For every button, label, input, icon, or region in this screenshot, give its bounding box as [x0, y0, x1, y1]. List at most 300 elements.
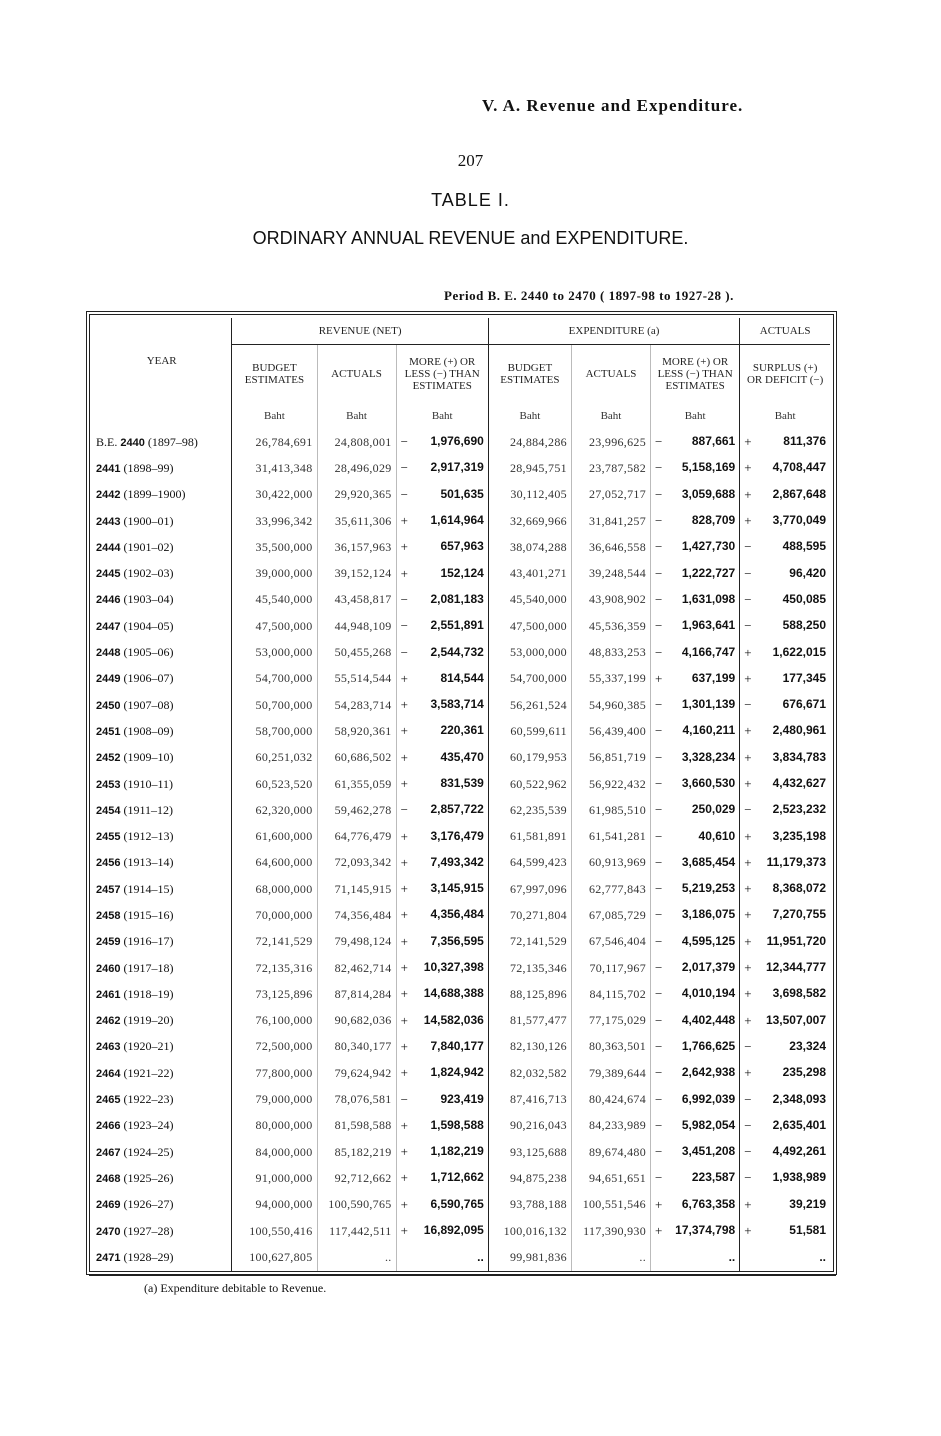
rev-budget-cell: 72,141,529	[232, 929, 317, 955]
surplus-deficit-cell	[740, 560, 830, 586]
ce-year: (1909–10)	[123, 750, 174, 765]
year-cell	[92, 876, 232, 902]
table-row	[92, 876, 830, 902]
rev-diff-sign: +	[400, 723, 408, 739]
rev-diff-cell	[396, 850, 488, 876]
rev-budget-cell: 73,125,896	[232, 981, 317, 1007]
exp-diff-sign: −	[655, 539, 663, 555]
rev-budget-cell: 60,251,032	[232, 745, 317, 771]
rev-actual-cell: 80,340,177	[317, 1034, 396, 1060]
rev-diff-value: 2,551,891	[430, 618, 484, 633]
exp-actual-cell: 61,541,281	[571, 823, 650, 849]
rev-budget-cell: 94,000,000	[232, 1192, 317, 1218]
surplus-deficit-value: 2,480,961	[772, 723, 826, 738]
rev-budget-cell: 53,000,000	[232, 639, 317, 665]
exp-diff-cell	[651, 1034, 740, 1060]
surplus-deficit-sign: +	[744, 828, 752, 844]
surplus-deficit-value: 2,635,401	[772, 1117, 826, 1132]
header-year: YEAR	[146, 354, 177, 367]
exp-budget-cell: 87,416,713	[488, 1086, 571, 1112]
rev-diff-value: 14,688,388	[423, 986, 484, 1001]
rev-budget-cell: 39,000,000	[232, 560, 317, 586]
rev-actual-cell: 117,442,511	[317, 1218, 396, 1244]
ce-year: (1919–20)	[123, 1013, 174, 1028]
exp-actual-cell: 39,248,544	[571, 560, 650, 586]
exp-actual-cell: 43,908,902	[571, 587, 650, 613]
rev-diff-cell	[396, 876, 488, 902]
be-year: 2459	[96, 936, 121, 949]
table-row	[92, 797, 830, 823]
exp-diff-cell	[651, 981, 740, 1007]
surplus-deficit-sign: +	[744, 881, 752, 897]
exp-diff-value: 1,766,625	[681, 1038, 736, 1053]
rev-diff-value: 2,857,722	[430, 802, 484, 817]
ce-year: (1923–24)	[123, 1118, 174, 1133]
exp-diff-cell	[651, 482, 740, 508]
be-year: 2445	[96, 568, 121, 581]
header-rev-budget: BUDGET ESTIMATES	[232, 345, 317, 404]
rev-actual-cell: 79,624,942	[317, 1060, 396, 1086]
rev-diff-sign: +	[400, 749, 408, 765]
exp-actual-cell: 84,233,989	[571, 1113, 650, 1139]
exp-diff-sign: −	[655, 618, 663, 634]
year-cell	[92, 1008, 232, 1034]
be-year: 2461	[96, 988, 121, 1001]
exp-actual-cell: 84,115,702	[571, 981, 650, 1007]
rev-diff-cell	[396, 1113, 488, 1139]
surplus-deficit-cell	[740, 1165, 830, 1191]
ce-year: (1910–11)	[123, 776, 174, 791]
exp-budget-cell: 61,581,891	[488, 823, 571, 849]
rev-diff-sign: +	[400, 776, 408, 791]
exp-diff-value: 887,661	[691, 434, 736, 449]
surplus-deficit-cell	[740, 745, 830, 771]
exp-budget-cell: 82,032,582	[488, 1060, 571, 1086]
exp-diff-sign: −	[655, 986, 663, 1002]
exp-diff-cell	[651, 745, 740, 771]
exp-diff-value: 3,059,688	[681, 486, 736, 501]
exp-actual-cell: 56,922,432	[571, 771, 650, 797]
exp-budget-cell: 60,179,953	[488, 745, 571, 771]
be-year: 2466	[96, 1120, 121, 1133]
exp-diff-sign: −	[655, 723, 663, 739]
be-year: 2447	[96, 620, 121, 633]
rev-actual-cell: 24,808,001	[317, 429, 396, 455]
rev-diff-sign: +	[400, 1117, 408, 1133]
rev-budget-cell: 76,100,000	[232, 1008, 317, 1034]
rev-diff-cell	[396, 929, 488, 955]
ce-year: (1907–08)	[123, 697, 174, 712]
surplus-deficit-cell	[740, 666, 830, 692]
exp-diff-sign: −	[655, 881, 663, 897]
rev-diff-cell	[396, 1086, 488, 1112]
exp-budget-cell: 100,016,132	[488, 1218, 571, 1244]
exp-diff-sign: −	[655, 1144, 663, 1160]
surplus-deficit-value: 39,219	[789, 1196, 826, 1211]
exp-diff-sign: −	[655, 644, 663, 660]
exp-diff-cell	[651, 534, 740, 560]
surplus-deficit-sign: −	[744, 539, 752, 555]
rev-actual-cell: 85,182,219	[317, 1139, 396, 1165]
rev-budget-cell: 54,700,000	[232, 666, 317, 692]
surplus-deficit-sign: −	[744, 1038, 752, 1054]
ce-year: (1901–02)	[123, 539, 174, 554]
surplus-deficit-value: 2,523,232	[772, 802, 826, 817]
exp-diff-sign: −	[655, 434, 663, 450]
exp-diff-cell	[651, 1113, 740, 1139]
table-row	[92, 929, 830, 955]
surplus-deficit-sign: +	[744, 486, 752, 502]
year-cell	[92, 666, 232, 692]
surplus-deficit-sign: +	[744, 854, 752, 870]
year-cell	[92, 560, 232, 586]
surplus-deficit-value: 11,179,373	[766, 854, 826, 869]
exp-diff-value: 5,158,169	[681, 460, 736, 475]
table-row	[92, 692, 830, 718]
exp-diff-value: 1,963,641	[681, 618, 736, 633]
rev-diff-cell	[396, 1139, 488, 1165]
table-row	[92, 981, 830, 1007]
rev-diff-value: 1,598,588	[430, 1117, 484, 1132]
exp-diff-sign: −	[655, 828, 663, 844]
year-cell	[92, 850, 232, 876]
exp-diff-cell	[651, 876, 740, 902]
table-row	[92, 850, 830, 876]
surplus-deficit-cell	[740, 1086, 830, 1112]
surplus-deficit-sign: −	[744, 618, 752, 634]
exp-diff-sign: −	[655, 854, 663, 870]
exp-diff-cell	[651, 771, 740, 797]
exp-actual-cell: 67,085,729	[571, 902, 650, 928]
exp-diff-sign: −	[655, 907, 663, 923]
rev-budget-cell: 100,627,805	[232, 1244, 317, 1270]
unit-label: Baht	[740, 403, 830, 429]
surplus-deficit-sign: −	[744, 1117, 752, 1133]
rev-diff-sign: +	[400, 697, 408, 713]
rev-diff-sign: +	[400, 539, 408, 555]
year-cell	[92, 955, 232, 981]
exp-diff-cell	[651, 955, 740, 981]
year-cell	[92, 1192, 232, 1218]
surplus-deficit-value: 2,867,648	[772, 486, 826, 501]
rev-diff-value: 2,917,319	[430, 460, 484, 475]
rev-budget-cell: 31,413,348	[232, 455, 317, 481]
surplus-deficit-value: 1,938,989	[772, 1170, 826, 1185]
exp-diff-cell	[651, 692, 740, 718]
year-cell	[92, 482, 232, 508]
ce-year: (1913–14)	[123, 855, 174, 870]
be-year: 2462	[96, 1015, 121, 1028]
rev-diff-sign: −	[400, 644, 408, 660]
rev-budget-cell: 30,422,000	[232, 482, 317, 508]
surplus-deficit-cell	[740, 508, 830, 534]
rev-actual-cell: 100,590,765	[317, 1192, 396, 1218]
year-cell	[92, 797, 232, 823]
rev-diff-cell	[396, 1034, 488, 1060]
surplus-deficit-sign: +	[744, 460, 752, 476]
rev-diff-value: 4,356,484	[430, 907, 484, 922]
header-exp-diff: MORE (+) OR LESS (−) THAN ESTIMATES	[651, 345, 740, 404]
unit-label: Baht	[232, 403, 317, 429]
year-cell	[92, 534, 232, 560]
rev-diff-value: 814,544	[440, 670, 484, 685]
exp-diff-value: 1,301,139	[681, 697, 736, 712]
rev-budget-cell: 60,523,520	[232, 771, 317, 797]
ce-year: (1897–98)	[147, 434, 198, 449]
year-cell	[92, 429, 232, 455]
exp-actual-cell: 56,439,400	[571, 718, 650, 744]
surplus-deficit-cell	[740, 429, 830, 455]
exp-diff-cell	[651, 560, 740, 586]
rev-diff-cell	[396, 745, 488, 771]
surplus-deficit-sign: +	[744, 723, 752, 739]
exp-diff-cell	[651, 1192, 740, 1218]
exp-budget-cell: 38,074,288	[488, 534, 571, 560]
rev-diff-sign: −	[400, 486, 408, 502]
surplus-deficit-cell	[740, 1244, 830, 1270]
be-year: 2455	[96, 831, 121, 844]
surplus-deficit-value: 488,595	[782, 539, 826, 554]
exp-diff-value: 2,642,938	[681, 1065, 736, 1080]
exp-diff-cell	[651, 587, 740, 613]
rev-actual-cell: 61,355,059	[317, 771, 396, 797]
table-row	[92, 955, 830, 981]
rev-budget-cell: 62,320,000	[232, 797, 317, 823]
exp-budget-cell: 45,540,000	[488, 587, 571, 613]
rev-actual-cell: 44,948,109	[317, 613, 396, 639]
ce-year: (1900–01)	[123, 513, 174, 528]
exp-actual-cell: 77,175,029	[571, 1008, 650, 1034]
ce-year: (1911–12)	[123, 802, 174, 817]
exp-budget-cell: 90,216,043	[488, 1113, 571, 1139]
table-row	[92, 508, 830, 534]
rev-diff-sign: −	[400, 618, 408, 634]
rev-actual-cell: 43,458,817	[317, 587, 396, 613]
year-cell	[92, 455, 232, 481]
page-number: 207	[457, 151, 484, 170]
exp-diff-sign: +	[655, 1223, 663, 1239]
surplus-deficit-value: 235,298	[782, 1065, 826, 1080]
be-year: 2456	[96, 857, 121, 870]
rev-diff-sign: +	[400, 828, 408, 844]
rev-budget-cell: 72,135,316	[232, 955, 317, 981]
table-row	[92, 666, 830, 692]
rev-actual-cell: 28,496,029	[317, 455, 396, 481]
rev-diff-cell	[396, 981, 488, 1007]
table-row	[92, 1113, 830, 1139]
surplus-deficit-sign: +	[744, 907, 752, 923]
exp-actual-cell: 89,674,480	[571, 1139, 650, 1165]
rev-diff-cell	[396, 718, 488, 744]
unit-label: Baht	[651, 403, 740, 429]
rev-budget-cell: 35,500,000	[232, 534, 317, 560]
exp-actual-cell: 117,390,930	[571, 1218, 650, 1244]
exp-diff-sign: −	[655, 802, 663, 818]
rev-diff-sign: +	[400, 1170, 408, 1186]
rev-diff-sign: +	[400, 960, 408, 976]
surplus-deficit-value: 8,368,072	[772, 881, 826, 896]
year-cell	[92, 508, 232, 534]
rev-budget-cell: 26,784,691	[232, 429, 317, 455]
rev-diff-sign: +	[400, 933, 408, 949]
rev-diff-cell	[396, 692, 488, 718]
rev-actual-cell: 35,611,306	[317, 508, 396, 534]
surplus-deficit-value: 3,770,049	[772, 513, 826, 528]
surplus-deficit-value: 3,235,198	[772, 828, 826, 843]
be-year: 2469	[96, 1199, 121, 1212]
rev-budget-cell: 47,500,000	[232, 613, 317, 639]
year-cell	[92, 902, 232, 928]
surplus-deficit-value: 51,581	[789, 1223, 826, 1238]
exp-diff-sign: −	[655, 749, 663, 765]
table-row	[92, 1244, 830, 1270]
table-row	[92, 1008, 830, 1034]
rev-actual-cell: 92,712,662	[317, 1165, 396, 1191]
be-year: 2471	[96, 1251, 121, 1264]
ce-year: (1912–13)	[123, 829, 174, 844]
ce-year: (1914–15)	[123, 881, 174, 896]
surplus-deficit-cell	[740, 534, 830, 560]
surplus-deficit-cell	[740, 639, 830, 665]
header-exp-actuals: ACTUALS	[571, 345, 650, 404]
exp-diff-sign: −	[655, 1091, 663, 1107]
rev-diff-value: 435,470	[440, 749, 484, 764]
main-title: ORDINARY ANNUAL REVENUE and EXPENDITURE.	[252, 228, 689, 248]
rev-diff-cell	[396, 639, 488, 665]
surplus-deficit-value: 450,085	[782, 591, 826, 606]
exp-diff-cell	[651, 1165, 740, 1191]
rev-diff-cell	[396, 666, 488, 692]
exp-diff-sign: −	[655, 565, 663, 581]
rev-diff-value: 16,892,095	[423, 1223, 484, 1238]
rev-diff-value: 7,840,177	[430, 1038, 484, 1053]
surplus-deficit-sign: +	[744, 434, 752, 450]
rev-diff-sign: −	[400, 434, 408, 450]
header-surplus-deficit: SURPLUS (+) OR DEFICIT (−)	[740, 345, 830, 404]
rev-budget-cell: 50,700,000	[232, 692, 317, 718]
ce-year: (1903–04)	[123, 592, 174, 607]
exp-budget-cell: 56,261,524	[488, 692, 571, 718]
table-row	[92, 1034, 830, 1060]
exp-budget-cell: 64,599,423	[488, 850, 571, 876]
rev-diff-cell	[396, 1192, 488, 1218]
ce-year: (1925–26)	[123, 1170, 174, 1185]
be-year: 2451	[96, 725, 121, 738]
exp-diff-value: 4,160,211	[682, 723, 736, 738]
rev-budget-cell: 68,000,000	[232, 876, 317, 902]
surplus-deficit-cell	[740, 876, 830, 902]
exp-diff-value: 17,374,798	[675, 1223, 736, 1238]
rev-diff-value: 7,493,342	[430, 854, 484, 869]
rev-budget-cell: 91,000,000	[232, 1165, 317, 1191]
year-cell	[92, 981, 232, 1007]
year-cell	[92, 1060, 232, 1086]
rev-budget-cell: 70,000,000	[232, 902, 317, 928]
exp-actual-cell: ..	[571, 1244, 650, 1270]
year-cell	[92, 692, 232, 718]
rev-diff-sign: +	[400, 907, 408, 923]
be-year: 2443	[96, 515, 121, 528]
rev-actual-cell: 82,462,714	[317, 955, 396, 981]
ce-year: (1921–22)	[123, 1065, 174, 1080]
exp-diff-sign: −	[655, 960, 663, 976]
surplus-deficit-sign: +	[744, 986, 752, 1002]
rev-diff-value: 1,712,662	[430, 1170, 484, 1185]
year-cell	[92, 587, 232, 613]
header-rev-diff: MORE (+) OR LESS (−) THAN ESTIMATES	[396, 345, 488, 404]
exp-diff-sign: −	[655, 513, 663, 529]
surplus-deficit-value: 7,270,755	[772, 907, 826, 922]
rev-diff-sign: −	[400, 591, 408, 607]
table-row	[92, 429, 830, 455]
surplus-deficit-value: 4,708,447	[772, 460, 826, 475]
exp-actual-cell: 48,833,253	[571, 639, 650, 665]
exp-actual-cell: 23,996,625	[571, 429, 650, 455]
surplus-deficit-cell	[740, 482, 830, 508]
exp-diff-cell	[651, 902, 740, 928]
rev-actual-cell: 64,776,479	[317, 823, 396, 849]
exp-diff-cell	[651, 1008, 740, 1034]
year-cell	[92, 823, 232, 849]
rev-diff-cell	[396, 955, 488, 981]
be-year: 2452	[96, 752, 121, 765]
ce-year: (1906–07)	[123, 671, 174, 686]
table-bottom-rule	[89, 1275, 836, 1276]
rev-diff-sign: +	[400, 986, 408, 1002]
surplus-deficit-value: ..	[819, 1250, 826, 1265]
rev-diff-value: 220,361	[440, 723, 484, 738]
rev-diff-sign: +	[400, 1038, 408, 1054]
rev-budget-cell: 58,700,000	[232, 718, 317, 744]
rev-diff-cell	[396, 1165, 488, 1191]
exp-diff-cell	[651, 929, 740, 955]
footnote: (a) Expenditure debitable to Revenue.	[144, 1281, 327, 1295]
exp-diff-value: 3,328,234	[681, 749, 736, 764]
rev-actual-cell: 60,686,502	[317, 745, 396, 771]
rev-diff-cell	[396, 797, 488, 823]
exp-diff-cell	[651, 639, 740, 665]
surplus-deficit-cell	[740, 718, 830, 744]
surplus-deficit-cell	[740, 823, 830, 849]
be-year: 2448	[96, 647, 121, 660]
table-row	[92, 613, 830, 639]
rev-diff-value: 1,182,219	[430, 1144, 484, 1159]
surplus-deficit-sign: −	[744, 565, 752, 581]
surplus-deficit-value: 96,420	[789, 565, 826, 580]
exp-actual-cell: 67,546,404	[571, 929, 650, 955]
surplus-deficit-value: 13,507,007	[765, 1012, 826, 1027]
exp-diff-cell	[651, 455, 740, 481]
exp-actual-cell: 61,985,510	[571, 797, 650, 823]
exp-diff-value: 1,631,098	[681, 591, 736, 606]
exp-diff-value: 4,166,747	[681, 644, 736, 659]
rev-diff-cell	[396, 1060, 488, 1086]
rev-diff-value: 2,544,732	[430, 644, 484, 659]
ce-year: (1917–18)	[123, 960, 174, 975]
exp-diff-value: 5,219,253	[681, 881, 736, 896]
ce-year: (1915–16)	[123, 907, 174, 922]
rev-budget-cell: 64,600,000	[232, 850, 317, 876]
rev-budget-cell: 45,540,000	[232, 587, 317, 613]
unit-label: Baht	[396, 403, 488, 429]
unit-label: Baht	[488, 403, 571, 429]
year-cell	[92, 771, 232, 797]
table-row	[92, 587, 830, 613]
era-label: B.E.	[96, 434, 118, 449]
exp-diff-value: 250,029	[691, 802, 736, 817]
exp-budget-cell: 62,235,539	[488, 797, 571, 823]
rev-actual-cell: 78,076,581	[317, 1086, 396, 1112]
